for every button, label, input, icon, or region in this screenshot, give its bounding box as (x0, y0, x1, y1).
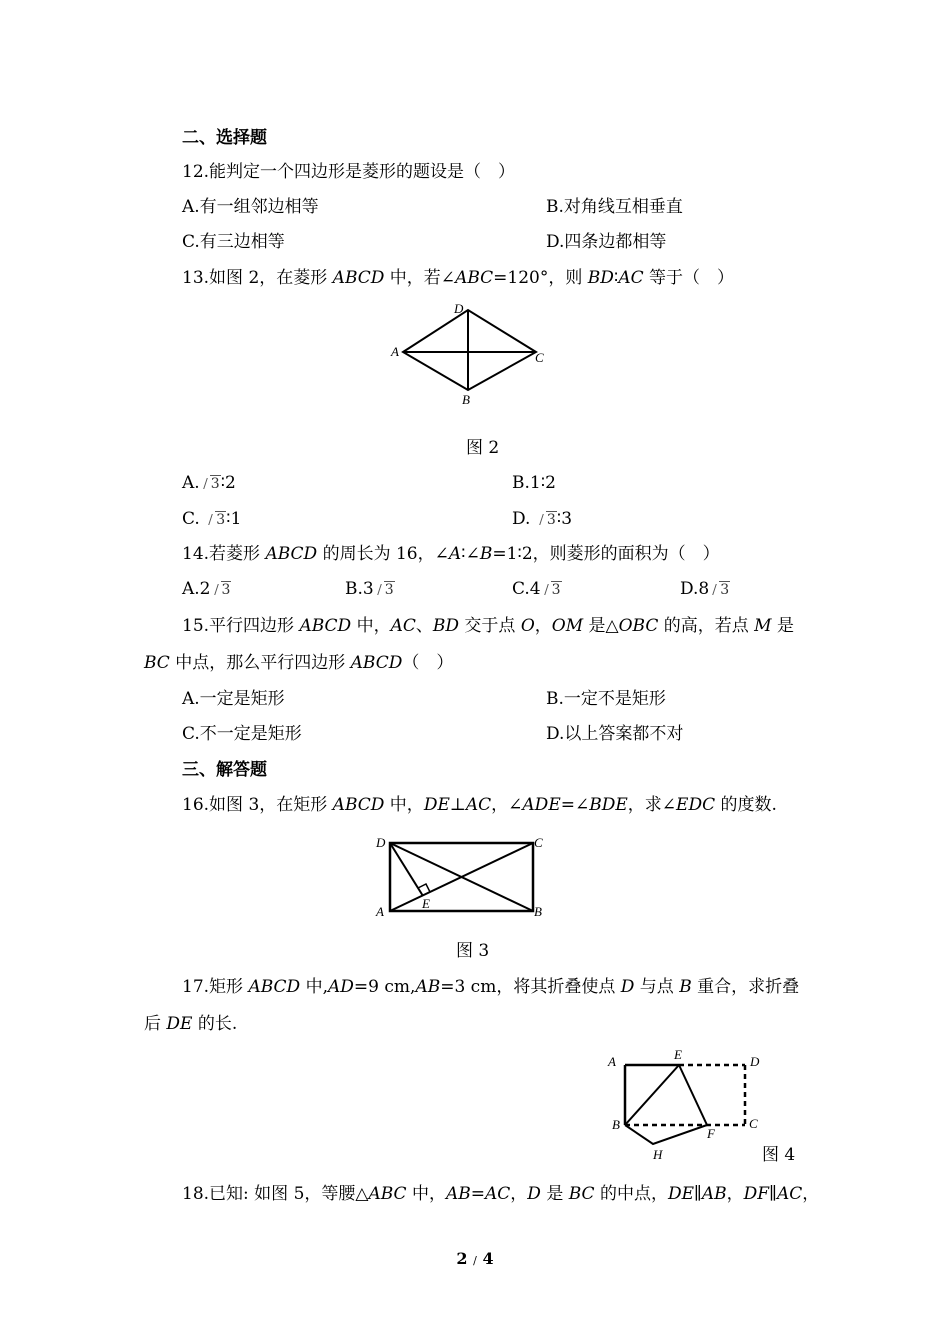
q14-option-b: B.3 3 (345, 579, 394, 599)
q15-option-d: D.以上答案都不对 (546, 724, 684, 744)
question-16-stem: 16.如图 3，在矩形 ABCD 中，DE⊥AC，∠ADE=∠BDE，求∠EDC 的度数. (182, 795, 777, 815)
section-heading-choice: 二、选择题 (182, 128, 267, 148)
q12-option-a: A.有一组邻边相等 (182, 197, 319, 217)
figure-4-fold (605, 1048, 775, 1163)
question-15-stem-line2: BC 中点，那么平行四边形 ABCD（ ） (144, 653, 454, 673)
label-a: A (608, 1054, 616, 1069)
q12-option-c: C.有三边相等 (182, 232, 285, 252)
label-h: H (653, 1147, 663, 1162)
q12-option-d: D.四条边都相等 (546, 232, 667, 252)
label-a: A (376, 904, 384, 919)
label-b: B (462, 392, 470, 407)
fold-line-ef (679, 1065, 707, 1125)
label-a: A (391, 344, 399, 359)
q15-option-b: B.一定不是矩形 (546, 689, 666, 709)
q15-option-a: A.一定是矩形 (182, 689, 285, 709)
question-12-stem: 12.能判定一个四边形是菱形的题设是（ ） (182, 162, 516, 182)
question-17-stem-line1: 17.矩形 ABCD 中,AD=9 cm,AB=3 cm，将其折叠使点 D 与点 B 重合，求折叠 (182, 977, 800, 997)
page-number: 2 / 4 (456, 1249, 494, 1268)
q13-option-b: B.1∶2 (512, 473, 556, 493)
q13-option-c: C. 3∶1 (182, 509, 242, 529)
question-18-stem: 18.已知: 如图 5，等腰△ABC 中，AB=AC，D 是 BC 的中点，DE∥AB，DF∥AC， (182, 1184, 820, 1204)
question-14-stem: 14.若菱形 ABCD 的周长为 16，∠A∶∠B=1∶2，则菱形的面积为（ ） (182, 544, 720, 564)
question-13-stem: 13.如图 2，在菱形 ABCD 中，若∠ABC=120°，则 BD∶AC 等于（ ） (182, 268, 735, 288)
label-b: B (612, 1117, 620, 1132)
label-e: E (674, 1047, 682, 1062)
figure-2-caption: 图 2 (466, 438, 500, 458)
q14-option-a: A.2 3 (182, 579, 231, 599)
figure-3-rectangle (372, 832, 552, 922)
figure-2-rhombus (388, 300, 548, 410)
rhombus-outline (403, 310, 536, 390)
q13-option-a: A. 3∶2 (182, 473, 236, 493)
figure-4-caption: 图 4 (762, 1145, 796, 1165)
figure-3-caption: 图 3 (456, 941, 490, 961)
q15-option-c: C.不一定是矩形 (182, 724, 302, 744)
label-d: D (750, 1054, 760, 1069)
segment-be (625, 1065, 679, 1125)
section-heading-answer: 三、解答题 (182, 760, 267, 780)
label-c: C (534, 835, 543, 850)
folded-edge-bhf (625, 1125, 707, 1144)
label-f: F (707, 1126, 715, 1141)
q12-option-b: B.对角线互相垂直 (546, 197, 683, 217)
question-17-stem-line2: 后 DE 的长. (144, 1014, 238, 1034)
q14-option-c: C.4 3 (512, 579, 561, 599)
label-e: E (422, 896, 430, 911)
label-d: D (376, 835, 386, 850)
label-c: C (535, 350, 544, 365)
q14-option-d: D.8 3 (680, 579, 730, 599)
label-c: C (749, 1116, 758, 1131)
question-15-stem-line1: 15.平行四边形 ABCD 中，AC、BD 交于点 O，OM 是△OBC 的高，若点 M 是 (182, 616, 794, 636)
q13-option-d: D. 3∶3 (512, 509, 573, 529)
label-d: D (454, 301, 464, 316)
label-b: B (534, 904, 542, 919)
